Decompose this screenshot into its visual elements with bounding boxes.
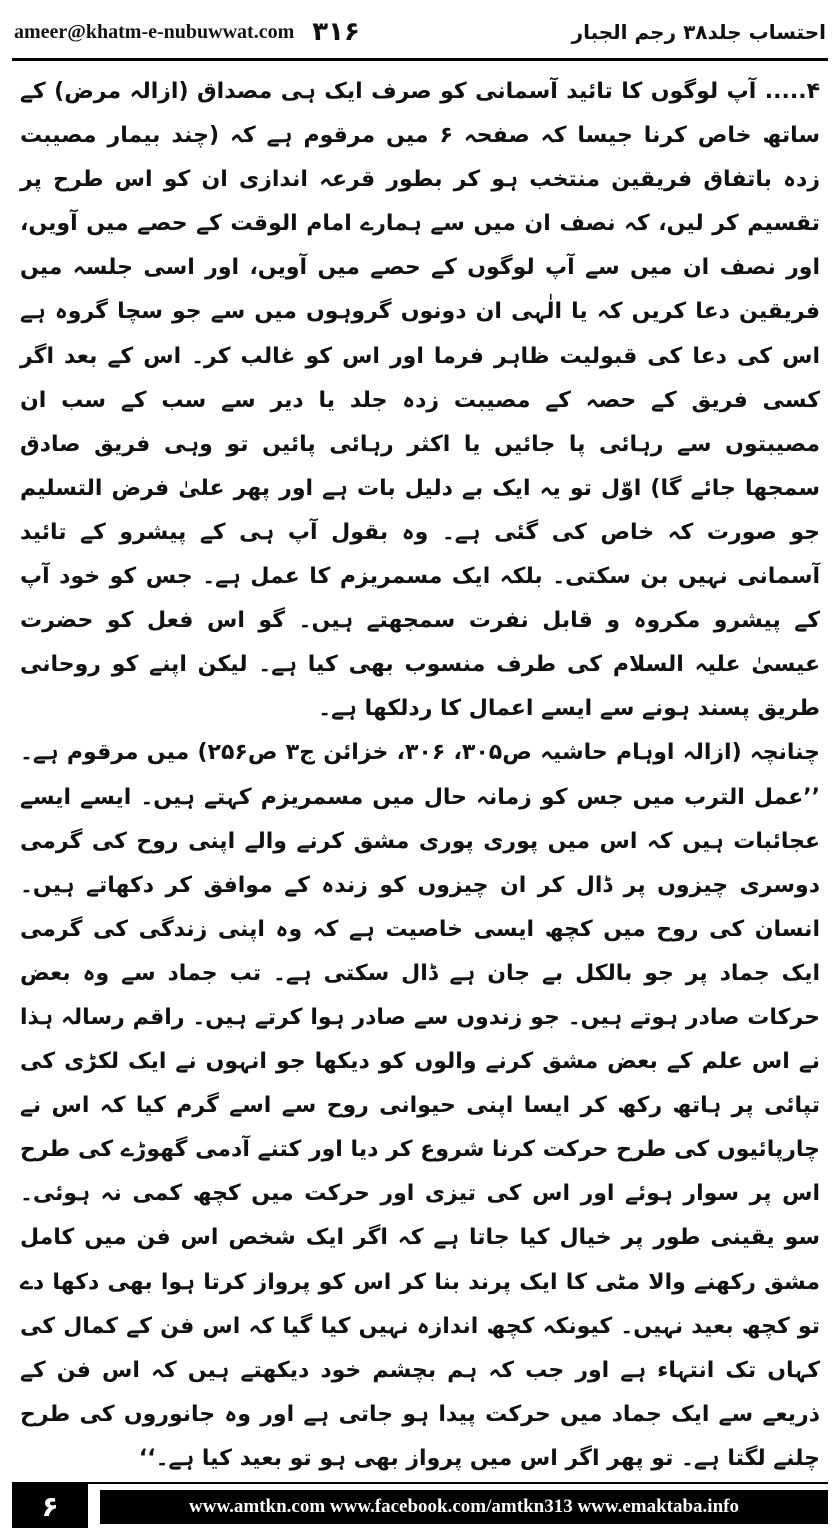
body-text: [20, 70, 820, 1481]
paragraph: ۴..... آپ لوگوں کا تائید آسمانی کو صرف ایک ہی مصداق (ازالہ مرض) کے ساتھ خاص کرنا جیسا کہ صفحہ ۶ میں مرقوم ہے کہ (چند بیمار مصیبت زدہ باتفاق فریقین منتخب ہو کر بطور قرعہ اندازی ان کو اس طرح پر تقسیم کر لیں، کہ نصف ان میں سے ہمارے امام الوقت کے حصے میں آویں، اور نصف ان میں سے آپ لوگوں کے حصے میں آویں، اور اسی جلسہ میں فریقین دعا کریں کہ یا الٰہی ان دونوں گروہوں میں سے جو سچا گروہ ہے اس کی دعا کی قبولیت ظاہر فرما اور اس کو غالب کر۔ اس کے بعد اگر کسی فریق کے حصہ کے مصیبت زدہ جلد یا دیر سے سب کے سب ان مصیبتوں سے رہائی پا جائیں یا اکثر رہائی پائیں تو وہی فریق صادق سمجھا جائے گا) اوّل تو یہ ایک بے دلیل بات ہے اور پھر علیٰ فرض التسلیم جو صورت کہ خاص کی گئی ہے۔ وہ بقول آپ ہی کے پیشرو کے تائید آسمانی نہیں بن سکتی۔ بلکہ ایک مسمریزم کا عمل ہے۔ جس کو خود آپ کے پیشرو مکروہ و قابل نفرت سمجھتے ہیں۔ گو اس فعل کو حضرت عیسیٰ علیہ السلام کی طرف منسوب بھی کیا ہے۔ لیکن اپنے کو روحانی طریق پسند ہونے سے ایسے اعمال کا ردلکھا ہے۔: [20, 79, 821, 722]
header-page-number: ۳۱۶: [312, 17, 360, 47]
footer-rule: [12, 1482, 828, 1484]
header-left: [14, 17, 360, 47]
header-rule: [12, 58, 828, 61]
header-email: ameer@khatm-e-nubuwwat.com: [14, 20, 295, 43]
page-header: [14, 12, 826, 52]
page-footer: [0, 1482, 840, 1528]
footer-page-number: ۶: [12, 1484, 88, 1528]
running-title: احتساب جلد۳۸ رجم الجبار: [571, 20, 826, 44]
footer-urls: www.amtkn.com www.facebook.com/amtkn313 www.emaktaba.info: [100, 1490, 828, 1524]
paragraph: چنانچہ (ازالہ اوہام حاشیہ ص۳۰۵، ۳۰۶، خزائن ج۳ ص۲۵۶) میں مرقوم ہے۔ ’’عمل الترب میں جس کو زمانہ حال میں مسمریزم کہتے ہیں۔ ایسے ایسے عجائبات ہیں کہ اس میں پوری پوری مشق کرنے والے اپنی روح کی گرمی دوسری چیزوں پر ڈال کر ان چیزوں کو زندہ کے موافق کر دکھاتے ہیں۔ انسان کی روح میں کچھ ایسی خاصیت ہے کہ وہ اپنی زندگی کی گرمی ایک جماد پر جو بالکل بے جان ہے ڈال سکتی ہے۔ تب جماد سے وہ بعض حرکات صادر ہوتے ہیں۔ جو زندوں سے صادر ہوا کرتے ہیں۔ راقم رسالہ ہذا نے اس علم کے بعض مشق کرنے والوں کو دیکھا جو انہوں نے ایک لکڑی کی تپائی پر ہاتھ رکھ کر ایسا اپنی حیوانی روح سے اسے گرم کیا کہ اس نے چارپائیوں کی طرح حرکت کرنا شروع کر دیا اور کتنے آدمی گھوڑے کی طرح اس پر سوار ہوئے اور اس کی تیزی اور حرکت میں کچھ کمی نہ ہوئی۔ سو یقینی طور پر خیال کیا جاتا ہے کہ اگر ایک شخص اس فن میں کامل مشق رکھنے والا مٹی کا ایک پرند بنا کر اس کو پرواز کرتا ہوا بھی دکھا دے تو کچھ بعید نہیں۔ کیونکہ کچھ اندازہ نہیں کیا گیا کہ اس فن کے کمال کی کہاں تک انتہاء ہے اور جب کہ ہم بچشم خود دیکھتے ہیں کہ اس فن کے ذریعے سے ایک جماد میں حرکت پیدا ہو جاتی ہے اور وہ جانوروں کی طرح چلنے لگتا ہے۔ تو پھر اگر اس میں پرواز بھی ہو تو بعید کیا ہے۔‘‘: [20, 740, 821, 1471]
